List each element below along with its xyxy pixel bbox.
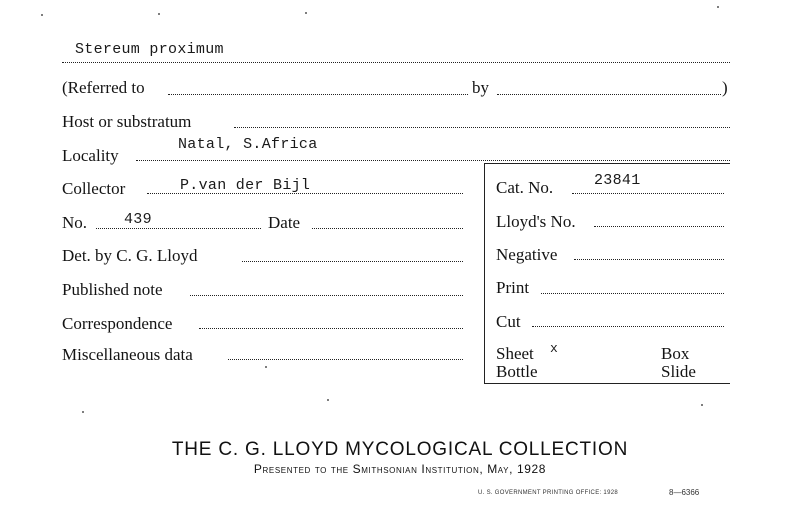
referred-to-line (168, 94, 468, 95)
scan-speck (701, 404, 703, 406)
by-line (497, 94, 721, 95)
collector-value: P.van der Bijl (180, 177, 311, 194)
by-label: by (472, 78, 489, 97)
scan-speck (82, 411, 84, 413)
cut-label: Cut (496, 312, 521, 331)
close-paren: ) (722, 78, 728, 97)
sheet-mark: x (550, 341, 559, 356)
locality-line (136, 160, 730, 161)
scan-speck (717, 6, 719, 8)
scan-speck (158, 13, 160, 15)
published-note-line (190, 295, 463, 296)
locality-value: Natal, S.Africa (178, 136, 318, 153)
no-line (96, 228, 261, 229)
cat-no-label: Cat. No. (496, 178, 554, 197)
cat-no-line (572, 193, 724, 194)
print-line (541, 293, 724, 294)
locality-label: Locality (62, 146, 119, 165)
published-note-label: Published note (62, 280, 163, 299)
correspondence-label: Correspondence (62, 314, 173, 333)
misc-data-label: Miscellaneous data (62, 345, 193, 364)
cat-no-value: 23841 (594, 172, 641, 189)
host-line (234, 127, 730, 128)
scan-speck (41, 14, 43, 16)
negative-label: Negative (496, 245, 558, 264)
catalog-box-left (484, 163, 485, 384)
host-label: Host or substratum (62, 112, 192, 131)
scan-speck (265, 366, 267, 368)
sheet-label: Sheet (496, 344, 534, 363)
scan-speck (305, 12, 307, 14)
no-value: 439 (124, 211, 152, 228)
misc-data-line (228, 359, 463, 360)
print-label: Print (496, 278, 530, 297)
catalog-box-top (484, 163, 730, 164)
negative-line (574, 259, 724, 260)
collector-label: Collector (62, 179, 126, 198)
bottle-label: Bottle (496, 362, 538, 381)
collection-subtitle: Presented to the Smithsonian Institution, May, 1928 (253, 462, 547, 476)
referred-to-label: (Referred to (62, 78, 145, 97)
date-label: Date (268, 213, 301, 232)
form-number: 8—6366 (669, 488, 700, 497)
species-line (62, 62, 730, 63)
printing-office-note: U. S. GOVERNMENT PRINTING OFFICE: 1928 (478, 490, 618, 496)
cut-line (532, 326, 724, 327)
species-name: Stereum proximum (75, 41, 224, 58)
correspondence-line (199, 328, 463, 329)
det-by-label: Det. by C. G. Lloyd (62, 246, 198, 265)
scan-speck (327, 399, 329, 401)
date-line (312, 228, 463, 229)
lloyds-no-label: Lloyd's No. (496, 212, 576, 231)
collection-title: THE C. G. LLOYD MYCOLOGICAL COLLECTION (171, 439, 629, 460)
det-by-line (242, 261, 463, 262)
no-label: No. (62, 213, 88, 232)
collector-line (147, 193, 463, 194)
slide-label: Slide (661, 362, 696, 381)
box-label: Box (661, 344, 690, 363)
catalog-box-bottom (484, 383, 730, 384)
lloyds-no-line (594, 226, 724, 227)
